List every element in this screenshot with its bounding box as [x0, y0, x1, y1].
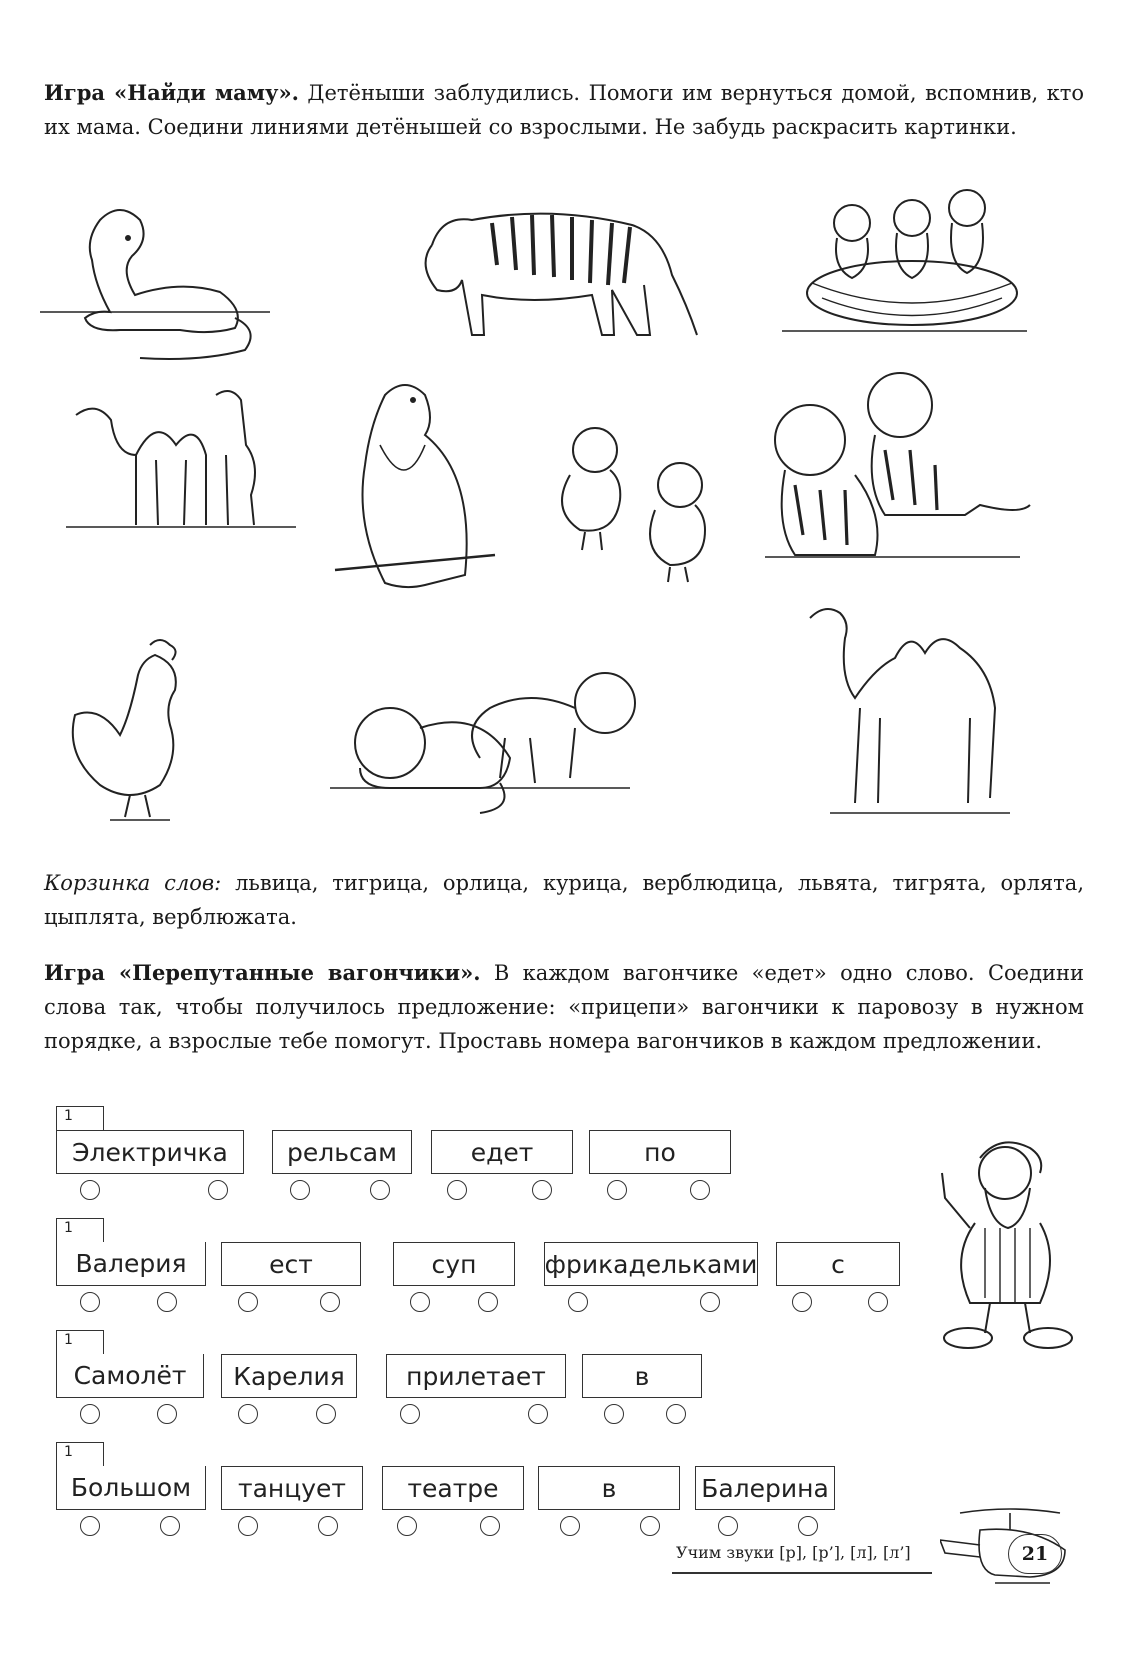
wheel: [478, 1292, 498, 1312]
word-basket-words: львица, тигрица, орлица, курица, верблюдица, львята, тигрята, орлята, цыплята, верблюжата.: [44, 871, 1084, 929]
wheel: [157, 1404, 177, 1424]
footer-text: Учим звуки [р], [р’], [л], [л’]: [676, 1543, 911, 1562]
train-car[interactable]: фрикадельками: [544, 1242, 758, 1286]
train-car[interactable]: Электричка: [56, 1130, 244, 1174]
wheel: [666, 1404, 686, 1424]
wheel: [560, 1516, 580, 1536]
page-number: 21: [1008, 1534, 1062, 1574]
wheel: [798, 1516, 818, 1536]
wheel: [80, 1180, 100, 1200]
wheel: [410, 1292, 430, 1312]
hen-icon: [60, 635, 220, 830]
train-car[interactable]: танцует: [221, 1466, 363, 1510]
train-number: 1: [64, 1332, 73, 1348]
task1-text: Детёныши заблудились. Помоги им вернуться домой, вспомнив, кто их мама. Соедини линиями детёнышей со взрослыми. Не забудь раскрасить картинки.: [44, 81, 1084, 139]
wheel: [568, 1292, 588, 1312]
wheel: [604, 1404, 624, 1424]
train-car[interactable]: прилетает: [386, 1354, 566, 1398]
wheel: [718, 1516, 738, 1536]
wheel: [528, 1404, 548, 1424]
train-number: 1: [64, 1108, 73, 1124]
lioness-icon: [40, 200, 270, 365]
wheel: [80, 1404, 100, 1424]
wheel: [80, 1292, 100, 1312]
wheel: [690, 1180, 710, 1200]
word-basket-label: Корзинка слов:: [44, 871, 222, 895]
wheel: [290, 1180, 310, 1200]
wheel: [238, 1292, 258, 1312]
eaglets-in-nest-icon: [782, 183, 1032, 338]
wheel: [208, 1180, 228, 1200]
wheel: [80, 1516, 100, 1536]
wheel: [238, 1404, 258, 1424]
eagle-icon: [325, 375, 500, 605]
lion-cubs-icon: [330, 668, 650, 818]
wheel: [238, 1516, 258, 1536]
tiger-cubs-icon: [765, 365, 1035, 575]
train-car[interactable]: в: [582, 1354, 702, 1398]
train-car[interactable]: суп: [393, 1242, 515, 1286]
task1-title: Игра «Найди маму».: [44, 80, 299, 105]
train-car[interactable]: Самолёт: [56, 1354, 204, 1398]
train-car[interactable]: Карелия: [221, 1354, 357, 1398]
train-car[interactable]: с: [776, 1242, 900, 1286]
train-car[interactable]: в: [538, 1466, 680, 1510]
wheel: [700, 1292, 720, 1312]
old-man-icon: [930, 1128, 1085, 1353]
task2-title: Игра «Перепутанные вагончики».: [44, 960, 481, 985]
wheel: [607, 1180, 627, 1200]
task1-paragraph: [44, 76, 1084, 144]
wheel: [400, 1404, 420, 1424]
task2-paragraph: [44, 956, 1084, 1058]
tiger-icon: [412, 195, 702, 360]
wheel: [640, 1516, 660, 1536]
wheel: [447, 1180, 467, 1200]
wheel: [480, 1516, 500, 1536]
wheel: [868, 1292, 888, 1312]
train-car[interactable]: Валерия: [56, 1242, 206, 1286]
task2-text: В каждом вагончике «едет» одно слово. Соедини слова так, чтобы получилось предложение: «прицепи» вагончики к паровозу в нужном порядке, а взрослые тебе помогут. Проставь номера вагончиков в каждом предложении.: [44, 961, 1084, 1053]
wheel: [157, 1292, 177, 1312]
train-car[interactable]: рельсам: [272, 1130, 412, 1174]
wheel: [532, 1180, 552, 1200]
wheel: [320, 1292, 340, 1312]
wheel: [370, 1180, 390, 1200]
train-car[interactable]: театре: [382, 1466, 524, 1510]
train-number: 1: [64, 1220, 73, 1236]
wheel: [318, 1516, 338, 1536]
camel-icon: [800, 598, 1015, 828]
camels-icon: [66, 375, 296, 545]
train-car[interactable]: Балерина: [695, 1466, 835, 1510]
train-car[interactable]: едет: [431, 1130, 573, 1174]
wheel: [397, 1516, 417, 1536]
train-car[interactable]: Большом: [56, 1466, 206, 1510]
wheel: [316, 1404, 336, 1424]
train-car[interactable]: по: [589, 1130, 731, 1174]
word-basket: [44, 866, 1084, 934]
chicks-icon: [540, 420, 730, 585]
wheel: [160, 1516, 180, 1536]
train-car[interactable]: ест: [221, 1242, 361, 1286]
train-number: 1: [64, 1444, 73, 1460]
footer-divider: [672, 1572, 932, 1574]
wheel: [792, 1292, 812, 1312]
